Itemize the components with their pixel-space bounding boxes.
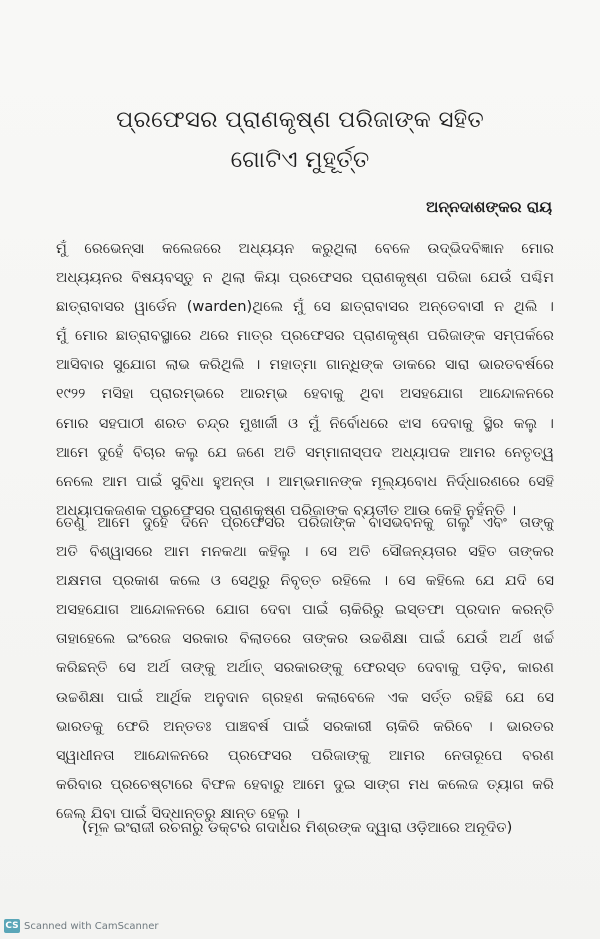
paragraph-line: ଅଧ୍ୟୟନର ବିଷୟବସ୍ତୁ ନ ଥିଲା କିୟା ପ୍ରଫେସର ପ୍ରାଣକୃଷ୍ଣ ପରିଜା ଯେଉଁ ପଶ୍ଚିମ <box>56 269 554 287</box>
title-line-1: ପ୍ରଫେସର ପ୍ରାଣକୃଷ୍ଣ ପରିଜାଙ୍କ ସହିତ <box>116 107 484 133</box>
author-name: ଅନ୍ନଦାଶଙ୍କର ରାୟ <box>426 198 552 216</box>
paragraph-line: ୧୯୨୨ ମସିହା ପ୍ରାରମ୍ଭରେ ଆରମ୍ଭ ହେବାକୁ ଥିବା ଅସହଯୋଗ ଆନ୍ଦୋଳନରେ <box>56 385 554 403</box>
paragraph-line: ମୁଁ ମୋର ଛାତ୍ରାବସ୍ଥାରେ ଥରେ ମାତ୍ର ପ୍ରଫେସର ପ୍ରାଣକୃଷ୍ଣ ପରିଜାଙ୍କ ସମ୍ପର୍କରେ <box>56 327 554 345</box>
paragraph-line: କରିବାର ପ୍ରଚେଷ୍ଟାରେ ବିଫଳ ହେବାରୁ ଆମେ ଦୁଇ ସାଙ୍ଗ ମଧ କଲେଜ ତ୍ୟାଗ କରି <box>56 775 554 793</box>
scanner-text: Scanned with CamScanner <box>24 920 159 932</box>
title-line-2: ଗୋଟିଏ ମୁହୂର୍ତ୍ତ <box>230 147 370 173</box>
paragraph-line: ଉଚ୍ଚଶିକ୍ଷା ପାଇଁ ଆର୍ଥିକ ଅନୁଦାନ ଗ୍ରହଣ କଲାବେଳେ ଏକ ସର୍ତ୍ତ ରହିଛି ଯେ ସେ <box>56 688 554 706</box>
title-block <box>0 100 600 180</box>
paragraph-line: ଅକ୍ଷମତା ପ୍ରକାଶ କଲେ ଓ ସେଥିରୁ ନିବୃତ୍ତ ରହିଲେ । ସେ କହିଲେ ଯେ ଯଦି ସେ <box>56 572 554 590</box>
paragraph-line: ଭାରତକୁ ଫେରି ଅନ୍ତତଃ ପାଞ୍ଚବର୍ଷ ପାଇଁ ସରକାରୀ ଚାକିରି କରିବେ । ଭାରତର <box>56 717 554 735</box>
paragraph-line: ତାହାହେଲେ ଇଂରେଜ ସରକାର ବିଲାତରେ ତାଙ୍କର ଉଚ୍ଚଶିକ୍ଷା ପାଇଁ ଯେଉଁ ଅର୍ଥ ଖର୍ଚ୍ଚ <box>56 630 554 648</box>
paragraph-line: ଆସିବାର ସୁଯୋଗ ଲାଭ କରିଥିଲି । ମହାତ୍ମା ଗାନ୍ଧିଙ୍କ ଡାକରେ ସାରା ଭାରତବର୍ଷରେ <box>56 356 554 374</box>
paragraph-line: ଅତି ବିଶ୍ୱାସରେ ଆମ ମନକଥା କହିଲୁ । ସେ ଅତି ସୌଜନ୍ୟତାର ସହିତ ତାଙ୍କର <box>56 543 554 561</box>
paragraph-line: ମୋର ସହପାଠୀ ଶରତ ଚନ୍ଦ୍ର ମୁଖାର୍ଜୀ ଓ ମୁଁ ନିର୍ବୋଧରେ ଝାସ ଦେବାକୁ ସ୍ଥିର କଲୁ । <box>56 414 554 432</box>
paragraph-line: ଅସହଯୋଗ ଆନ୍ଦୋଳନରେ ଯୋଗ ଦେବା ପାଇଁ ଚାକିରିରୁ ଇସ୍ତଫା ପ୍ରଦାନ କରନ୍ତି <box>56 601 554 619</box>
paragraph-line: ତେଣୁ ଆମେ ଦୁହେଁ ଦିନେ ପ୍ରଫେସର ପରିଜାଙ୍କ ବାସଭବନକୁ ଗଲୁ ଏବଂ ତାଙ୍କୁ <box>56 514 554 531</box>
translation-source-note: (ମୂଳ ଇଂରାଜୀ ରଚନାରୁ ଡକ୍ଟର ଗଦାଧର ମିଶ୍ରଙ୍କ ଦ୍ୱାରା ଓଡ଼ିଆରେ ଅନୂଦିତ) <box>82 819 513 836</box>
paragraph-line: ଜେଲ୍ ଯିବା ପାଇଁ ସିଦ୍ଧାନ୍ତରୁ କ୍ଷାନ୍ତ ହେଲୁ । <box>56 804 301 822</box>
scanner-watermark <box>4 919 159 933</box>
paragraph-line: ସ୍ୱାଧୀନତା ଆନ୍ଦୋଳନରେ ପ୍ରଫେସର ପରିଜାଙ୍କୁ ଆମର ନେତାରୂପେ ବରଣ <box>56 746 554 764</box>
paragraph-line: କରିଛନ୍ତି ସେ ଅର୍ଥ ତାଙ୍କୁ ଅର୍ଥାତ୍ ସରକାରଙ୍କୁ ଫେରସ୍ତ ଦେବାକୁ ପଡ଼ିବ, କାରଣ <box>56 659 554 677</box>
paragraph-line: ନେଲେ ଆମ ପାଇଁ ସୁବିଧା ହୁଅନ୍ତା । ଆମ୍ଭମାନଙ୍କ ମୂଲ୍ୟବୋଧ ନିର୍ଦ୍ଧାରଣରେ ସେହି <box>56 472 554 490</box>
paragraph-line: ଅଧ୍ୟାପକଜଣକ ପ୍ରଫେସର ପ୍ରାଣକୃଷ୍ଣ ପରିଜାଙ୍କ ବ୍ୟତୀତ ଆଉ କେହି ନୁହଁନ୍ତି । <box>56 501 517 519</box>
paragraph-line: ମୁଁ ରେଭେନ୍ସା କଲେଜରେ ଅଧ୍ୟୟନ କରୁଥିଲା ବେଳେ ଉଦ୍ଭିଦବିଜ୍ଞାନ ମୋର <box>56 240 554 257</box>
paragraph-2 <box>56 508 554 828</box>
paragraph-line: ଛାତ୍ରାବାସର ୱାର୍ଡେନ (warden)ଥିଲେ ମୁଁ ସେ ଛାତ୍ରାବାସର ଅନ୍ତେବାସୀ ନ ଥିଲି । <box>56 298 554 316</box>
paragraph-line: ଆମେ ଦୁହେଁ ବିଚାର କଲୁ ଯେ ଜଣେ ଅତି ସମ୍ମାନାସ୍ପଦ ଅଧ୍ୟାପକ ଆମର ନେତୃତ୍ୱ <box>56 443 554 461</box>
paragraph-1 <box>56 234 554 525</box>
camscanner-icon: CS <box>5 921 19 931</box>
